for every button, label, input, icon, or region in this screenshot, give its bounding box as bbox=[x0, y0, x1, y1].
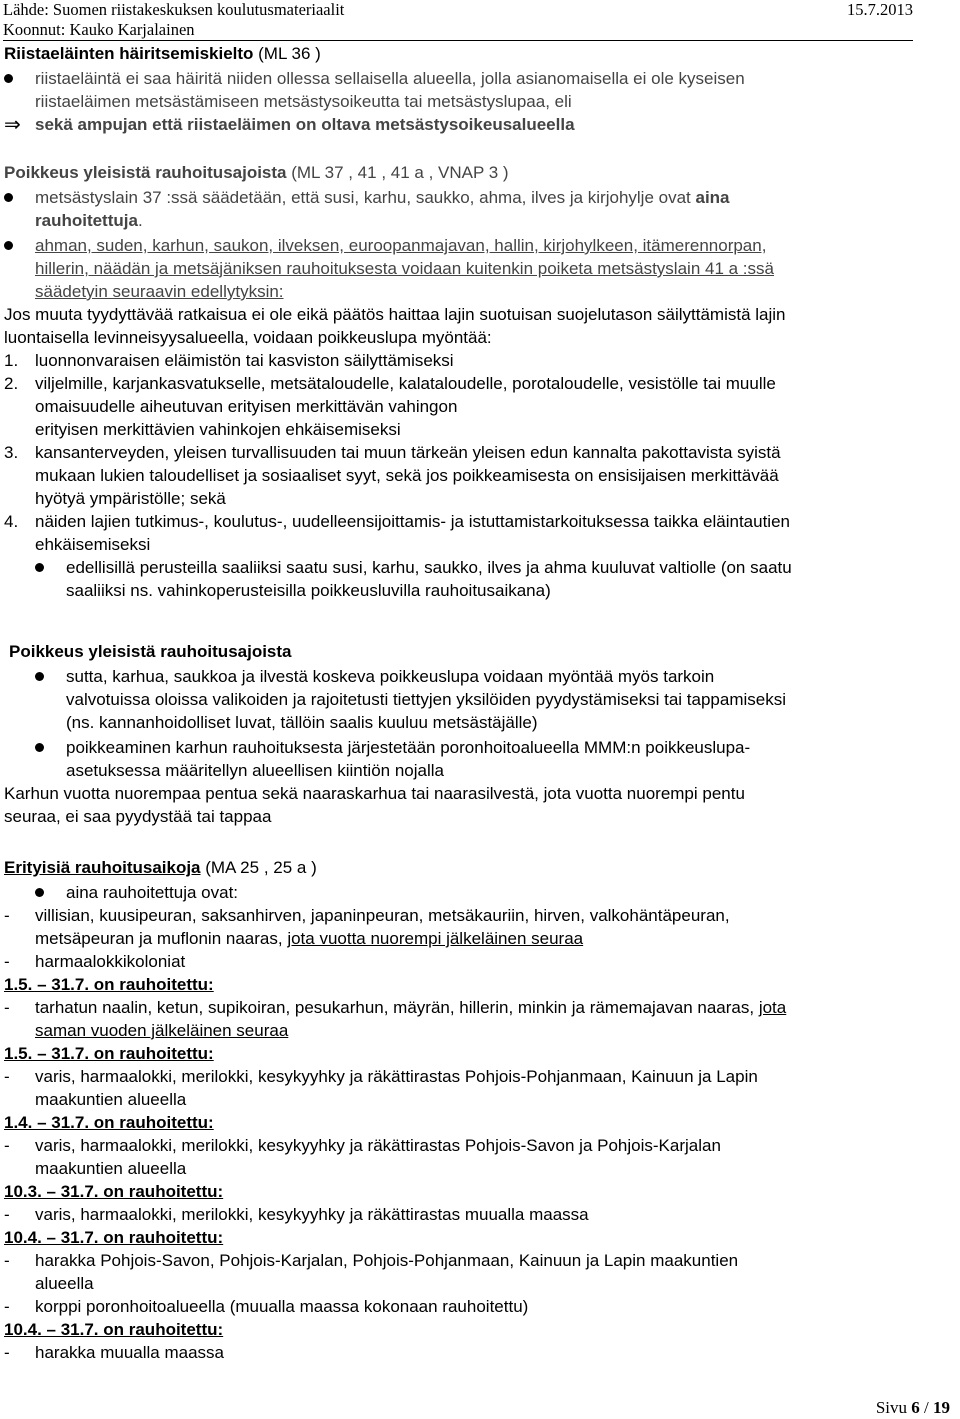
period-heading: 1.5. – 31.7. on rauhoitettu: bbox=[4, 975, 214, 994]
section-harassment-ban bbox=[4, 42, 956, 136]
section-title: Erityisiä rauhoitusaikoja (MA 25 , 25 a ) bbox=[4, 858, 317, 877]
dash-item: - harakka muualla maassa bbox=[4, 1343, 224, 1362]
bullet-icon bbox=[4, 67, 35, 83]
bullet-icon bbox=[35, 736, 66, 752]
section-exception-protection: Poikkeus yleisistä rauhoitusajoista (ML 37 , 41 , 41 a , VNAP 3 ) metsästyslain 37 :ssä säädetään, että susi, karhu, saukko, ahma, ilves ja kirjohylje ovat aina rauhoitettuja. ahman, suden, karhun, saukon, ilveksen, euroopanmajavan, hallin, kirjohylkeen, itämerennorpan, hillerin, näädän ja metsäjäniksen rauhoituksesta voidaan kuitenkin poiketa metsästyslain 41 a :ssä säädetyin seuraavin edellytyksin: Jos muuta tyydyttävää ratkaisua ei ole eikä päätös haittaa lajin suotuisan suojelutason säilyttämistä lajin luontaisella levinneisyysalueella, voidaan poikkeuslupa myöntää: 1. luonnonvaraisen eläimistön tai kasviston säilyttämiseksi 2. viljelmille, karjankasvatukselle, metsätaloudelle, kalataloudelle, porotaloudelle, vesistölle tai muulle omaisuudelle aiheutuvan erityisen merkittävän vahingon erityisen merkittävien vahinkojen ehkäisemiseksi 3. kansanterveyden, yleisen turvallisuuden tai muun tärkeän yleisen edun kannalta pakottavista syistä mukaan lukien taloudelliset ja sosiaaliset syyt, sekä jos poikkeamisesta on ensisijaisen merkittävää hyötyä ympäristölle; sekä 4. näiden lajien tutkimus-, koulutus-, uudelleensijoittamis- ja istuttamistarkoituksessa taikka eläintautien ehkäisemiseksi edellisillä perusteilla saaliiksi saatu susi, karhu, saukko, ilves ja ahma kuuluvat valtiolle (on saatu saaliiksi ns. vahinkoperusteisilla poikkeusluvilla rauhoitusaikana) bbox=[4, 161, 956, 602]
bullet-icon bbox=[4, 186, 35, 202]
period-heading: 10.3. – 31.7. on rauhoitettu: bbox=[4, 1182, 224, 1201]
numbered-item: 3. kansanterveyden, yleisen turvallisuuden tai muun tärkeän yleisen edun kannalta pakottavista syistä mukaan lukien taloudelliset ja sosiaaliset syyt, sekä jos poikkeamisesta on ensisijaisen merkittävää hyötyä ympäristölle; sekä bbox=[4, 443, 781, 508]
bullet-icon bbox=[35, 665, 66, 681]
header-date: 15.7.2013 bbox=[847, 0, 913, 19]
dash-item: - villisian, kuusipeuran, saksanhirven, japaninpeuran, metsäkauriin, hirven, valkohäntäpeuran, metsäpeuran ja muflonin naaras, jota vuotta nuorempi jälkeläinen seuraa bbox=[4, 906, 730, 948]
bullet-icon bbox=[35, 881, 66, 897]
bullet-icon bbox=[4, 234, 35, 250]
list-item: metsästyslain 37 :ssä säädetään, että susi, karhu, saukko, ahma, ilves ja kirjohylje ovat aina rauhoitettuja. bbox=[4, 186, 956, 232]
list-item: aina rauhoitettuja ovat: bbox=[35, 881, 956, 904]
dash-item: - harmaalokkikoloniat bbox=[4, 952, 186, 971]
section-exception-2: Poikkeus yleisistä rauhoitusajoista sutta, karhua, saukkoa ja ilvestä koskeva poikkeuslupa voidaan myöntää myös tarkoin valvotuissa oloissa valikoiden ja rajoitetusti tiettyjen yksilöiden pyydystämiseksi tai tappamiseksi (ns. kannanhoidolliset luvat, tällöin saalis kuuluu metsästäjälle) poikkeaminen karhun rauhoituksesta järjestetään poronhoitoalueella MMM:n poikkeuslupa- asetuksessa määritellyn alueellisen kiintiön nojalla Karhun vuotta nuorempaa pentua sekä naaraskarhua tai naarasilvestä, jota vuotta nuorempi pentu seuraa, ei saa pyydystää tai tappaa bbox=[9, 640, 960, 828]
period-heading: 1.4. – 31.7. on rauhoitettu: bbox=[4, 1113, 214, 1132]
arrow-item: ⇒ sekä ampujan että riistaeläimen on oltava metsästysoikeusalueella bbox=[4, 112, 575, 136]
list-item: sutta, karhua, saukkoa ja ilvestä koskeva poikkeuslupa voidaan myöntää myös tarkoin valvotuissa oloissa valikoiden ja rajoitetusti tiettyjen yksilöiden pyydystämiseksi tai tappamiseksi (ns. kannanhoidolliset luvat, tällöin saalis kuuluu metsästäjälle) bbox=[35, 665, 960, 734]
paragraph: Jos muuta tyydyttävää ratkaisua ei ole eikä päätös haittaa lajin suotuisan suojelutason säilyttämistä lajin bbox=[4, 305, 786, 324]
paragraph: Karhun vuotta nuorempaa pentua sekä naaraskarhua tai naarasilvestä, jota vuotta nuorempi pentu bbox=[4, 784, 745, 803]
numbered-item: 2. viljelmille, karjankasvatukselle, metsätaloudelle, kalataloudelle, porotaloudelle, vesistölle tai muulle omaisuudelle aiheutuvan erityisen merkittävän vahingon erityisen merkittävien vahinkojen ehkäisemiseksi bbox=[4, 374, 776, 439]
list-item: ahman, suden, karhun, saukon, ilveksen, euroopanmajavan, hallin, kirjohylkeen, itämerennorpan, hillerin, näädän ja metsäjäniksen rauhoituksesta voidaan kuitenkin poiketa metsästyslain 41 a :ssä säädetyin seuraavin edellytyksin: bbox=[4, 234, 956, 303]
list-item: riistaeläintä ei saa häiritä niiden ollessa sellaisella alueella, jolla asianomaisella ei ole kyseisen riistaeläimen metsästämiseen metsästysoikeutta tai metsästyslupaa, eli bbox=[4, 67, 956, 113]
header-compiler: Koonnut: Kauko Karjalainen bbox=[3, 20, 195, 39]
dash-item: - tarhatun naalin, ketun, supikoiran, pesukarhun, mäyrän, hillerin, minkin ja rämemajavan naaras, jota saman vuoden jälkeläinen seuraa bbox=[4, 998, 787, 1040]
dash-item: - korppi poronhoitoalueella (muualla maassa kokonaan rauhoitettu) bbox=[4, 1297, 529, 1316]
period-heading: 10.4. – 31.7. on rauhoitettu: bbox=[4, 1320, 224, 1339]
arrow-right-icon: ⇒ bbox=[4, 112, 21, 136]
period-heading: 10.4. – 31.7. on rauhoitettu: bbox=[4, 1228, 224, 1247]
list-item: poikkeaminen karhun rauhoituksesta järjestetään poronhoitoalueella MMM:n poikkeuslupa- asetuksessa määritellyn alueellisen kiintiön nojalla bbox=[35, 736, 960, 782]
list-item: edellisillä perusteilla saaliiksi saatu susi, karhu, saukko, ilves ja ahma kuuluvat valtiolle (on saatu saaliiksi ns. vahinkoperusteisilla poikkeusluvilla rauhoitusaikana) bbox=[35, 556, 956, 602]
page-header bbox=[3, 0, 913, 41]
bullet-icon bbox=[35, 556, 66, 572]
section-title: Poikkeus yleisistä rauhoitusajoista (ML 37 , 41 , 41 a , VNAP 3 ) bbox=[4, 163, 509, 182]
numbered-item: 4. näiden lajien tutkimus-, koulutus-, uudelleensijoittamis- ja istuttamistarkoituksessa taikka eläintautien ehkäisemiseksi edellisillä perusteilla saaliiksi saatu susi, karhu, saukko, ilves ja ahma kuuluvat valtiolle (on saatu saaliiksi ns. vahinkoperusteisilla poikkeusluvilla rauhoitusaikana) bbox=[4, 510, 956, 602]
section-title: Riistaeläinten häiritsemiskielto (ML 36 ) bbox=[4, 44, 321, 63]
numbered-item: 1. luonnonvaraisen eläimistön tai kasviston säilyttämiseksi bbox=[4, 351, 454, 370]
dash-item: - varis, harmaalokki, merilokki, kesykyyhky ja räkättirastas muualla maassa bbox=[4, 1205, 589, 1224]
page-number: Sivu 6 / 19 bbox=[875, 1398, 950, 1417]
section-special-periods bbox=[4, 856, 956, 1364]
section-title: Poikkeus yleisistä rauhoitusajoista bbox=[9, 642, 292, 661]
period-heading: 1.5. – 31.7. on rauhoitettu: bbox=[4, 1044, 214, 1063]
header-source: Lähde: Suomen riistakeskuksen koulutusmateriaalit bbox=[3, 0, 345, 19]
dash-item: - varis, harmaalokki, merilokki, kesykyyhky ja räkättirastas Pohjois-Pohjanmaan, Kainuun ja Lapin maakuntien alueella bbox=[4, 1067, 758, 1109]
dash-item: - varis, harmaalokki, merilokki, kesykyyhky ja räkättirastas Pohjois-Savon ja Pohjois-Karjalan maakuntien alueella bbox=[4, 1136, 721, 1178]
dash-item: - harakka Pohjois-Savon, Pohjois-Karjalan, Pohjois-Pohjanmaan, Kainuun ja Lapin maakuntien alueella bbox=[4, 1251, 739, 1293]
